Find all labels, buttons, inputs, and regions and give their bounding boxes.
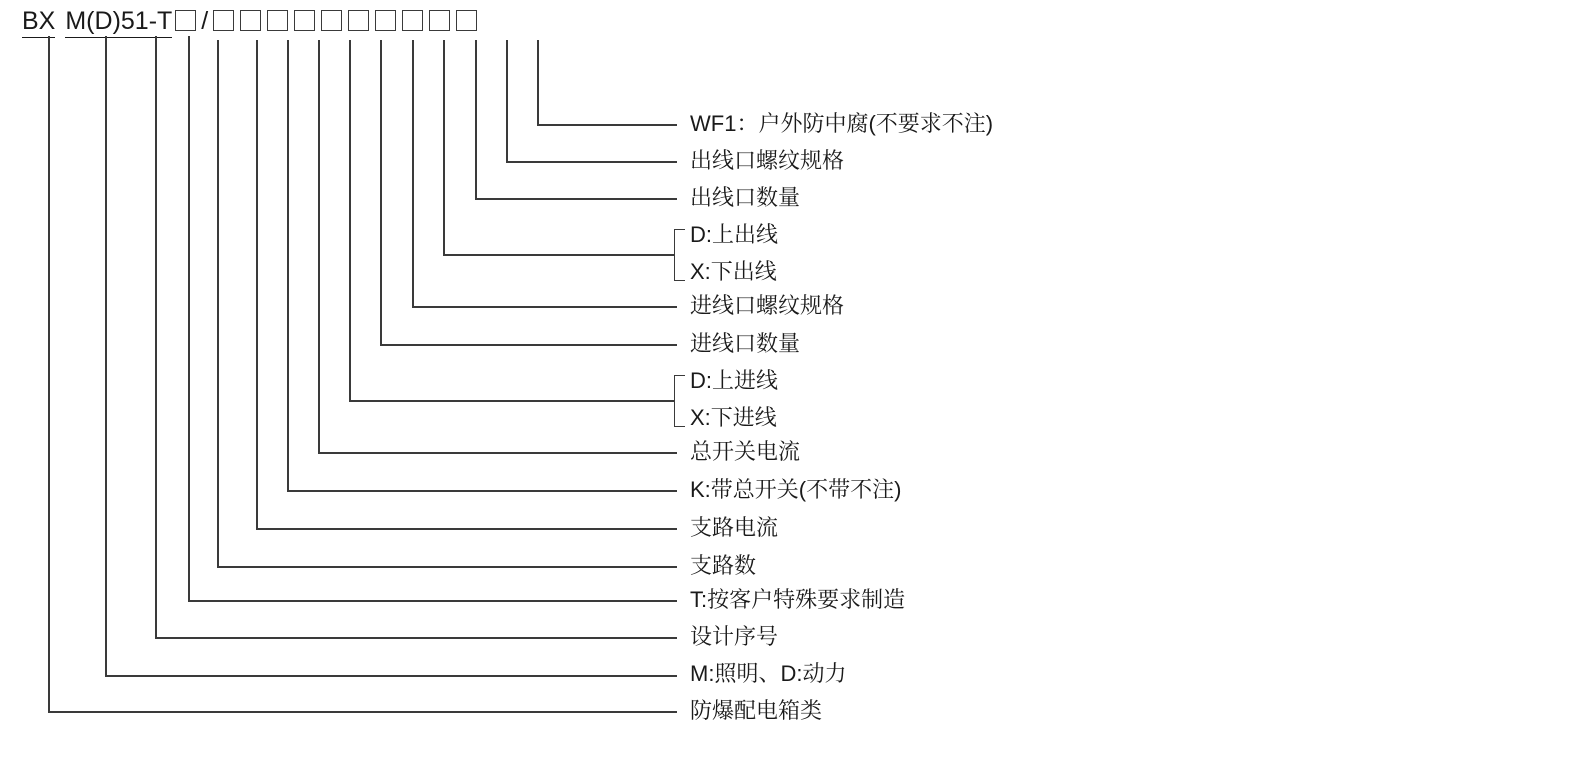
leader-bracket-outlet-dir xyxy=(674,229,685,281)
leader-hline-category xyxy=(48,711,677,713)
code-box-9[interactable] xyxy=(402,10,423,31)
leader-vline-outlet-count xyxy=(475,40,477,200)
code-segment-md51t: M(D)51-T xyxy=(65,7,173,35)
leader-hline-design-serial xyxy=(155,637,677,639)
label-m-d-meaning: M:照明、D:动力 xyxy=(690,661,847,686)
leader-hline-wf1 xyxy=(537,124,677,126)
leader-hline-inlet-dir xyxy=(349,400,674,402)
leader-hline-m-d xyxy=(105,675,677,677)
label-inlet-count: 进线口数量 xyxy=(690,331,801,356)
code-box-5[interactable] xyxy=(294,10,315,31)
leader-hline-outlet-count xyxy=(475,198,677,200)
label-outlet-up: D:上出线 xyxy=(690,222,779,247)
leader-bracket-inlet-dir xyxy=(674,375,685,427)
leader-vline-main-switch xyxy=(287,40,289,492)
leader-hline-outlet-dir xyxy=(443,254,674,256)
leader-vline-inlet-thread xyxy=(412,40,414,308)
code-box-3[interactable] xyxy=(240,10,261,31)
label-custom-made: T:按客户特殊要求制造 xyxy=(690,587,906,612)
leader-vline-branch-current xyxy=(256,40,258,530)
leader-hline-main-current xyxy=(318,452,677,454)
code-box-7[interactable] xyxy=(348,10,369,31)
code-box-10[interactable] xyxy=(429,10,450,31)
code-box-2[interactable] xyxy=(213,10,234,31)
code-separator: / xyxy=(201,7,209,35)
label-main-switch: K:带总开关(不带不注) xyxy=(690,477,902,502)
label-outlet-down: X:下出线 xyxy=(690,259,777,284)
code-box-8[interactable] xyxy=(375,10,396,31)
code-box-11[interactable] xyxy=(456,10,477,31)
label-category: 防爆配电箱类 xyxy=(690,698,823,723)
label-inlet-down: X:下进线 xyxy=(690,405,777,430)
label-wf1: WF1：户外防中腐(不要求不注) xyxy=(690,111,994,136)
leader-hline-inlet-count xyxy=(380,344,677,346)
label-branch-count: 支路数 xyxy=(690,553,757,578)
leader-vline-design-serial xyxy=(155,36,157,638)
leader-vline-category xyxy=(48,36,50,712)
leader-hline-branch-current xyxy=(256,528,677,530)
label-outlet-thread: 出线口螺纹规格 xyxy=(690,148,845,173)
label-outlet-count: 出线口数量 xyxy=(690,185,801,210)
label-design-serial: 设计序号 xyxy=(690,624,779,649)
model-code-row xyxy=(22,6,480,40)
leader-vline-outlet-thread xyxy=(506,40,508,162)
code-box-4[interactable] xyxy=(267,10,288,31)
leader-vline-branch-count xyxy=(217,40,219,568)
leader-hline-branch-count xyxy=(217,566,677,568)
leader-hline-main-switch xyxy=(287,490,677,492)
leader-hline-custom-made xyxy=(188,600,677,602)
code-box-6[interactable] xyxy=(321,10,342,31)
leader-vline-inlet-count xyxy=(380,40,382,346)
leader-vline-wf1 xyxy=(537,40,539,126)
leader-vline-m-d xyxy=(105,36,107,676)
label-inlet-thread: 进线口螺纹规格 xyxy=(690,293,845,318)
leader-hline-inlet-thread xyxy=(412,306,677,308)
leader-vline-inlet-dir xyxy=(349,40,351,401)
label-main-current: 总开关电流 xyxy=(690,439,801,464)
leader-hline-outlet-thread xyxy=(506,161,677,163)
code-box-1[interactable] xyxy=(175,10,196,31)
leader-vline-custom-made xyxy=(188,36,190,602)
label-inlet-up: D:上进线 xyxy=(690,368,779,393)
leader-vline-main-current xyxy=(318,40,320,454)
leader-vline-outlet-dir xyxy=(443,40,445,255)
label-branch-current: 支路电流 xyxy=(690,515,779,540)
code-segment-bx: BX xyxy=(22,7,56,35)
